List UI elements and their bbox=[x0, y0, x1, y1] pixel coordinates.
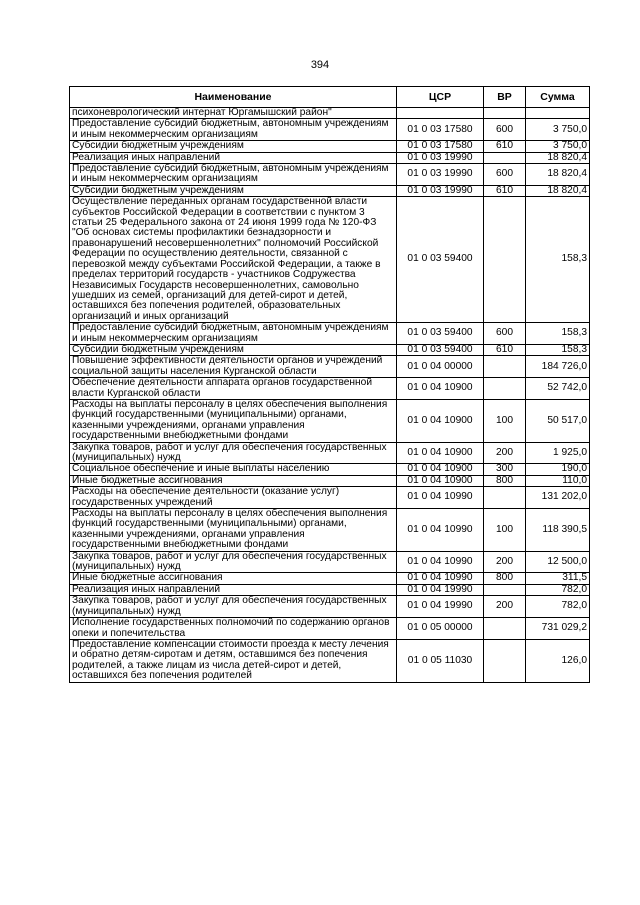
cell-name: Расходы на выплаты персоналу в целях обеспечения выполнения функций государственными (муниципальными) органами, казенными учреждениями, органами управления государственными внебюджетными фондами bbox=[70, 399, 397, 442]
cell-sum: 782,0 bbox=[526, 596, 590, 618]
cell-vr bbox=[484, 152, 526, 163]
cell-vr bbox=[484, 108, 526, 119]
cell-name: Предоставление субсидий бюджетным, автономным учреждениям и иным некоммерческим организациям bbox=[70, 164, 397, 186]
table-row bbox=[70, 573, 590, 584]
table-row bbox=[70, 618, 590, 640]
table-row bbox=[70, 323, 590, 345]
table-row bbox=[70, 509, 590, 552]
cell-sum: 126,0 bbox=[526, 639, 590, 682]
table-row bbox=[70, 197, 590, 323]
cell-sum: 52 742,0 bbox=[526, 378, 590, 400]
cell-sum: 3 750,0 bbox=[526, 119, 590, 141]
cell-vr bbox=[484, 584, 526, 595]
table-row bbox=[70, 399, 590, 442]
cell-vr: 610 bbox=[484, 185, 526, 196]
cell-name: Субсидии бюджетным учреждениям bbox=[70, 141, 397, 152]
cell-vr bbox=[484, 356, 526, 378]
cell-sum: 158,3 bbox=[526, 323, 590, 345]
cell-vr bbox=[484, 197, 526, 323]
cell-csr: 01 0 03 17580 bbox=[397, 119, 484, 141]
cell-vr bbox=[484, 487, 526, 509]
budget-table bbox=[69, 86, 590, 683]
cell-sum: 12 500,0 bbox=[526, 551, 590, 573]
cell-name: Предоставление субсидий бюджетным, автономным учреждениям и иным некоммерческим организациям bbox=[70, 323, 397, 345]
table-row bbox=[70, 164, 590, 186]
table-row bbox=[70, 185, 590, 196]
cell-vr: 200 bbox=[484, 442, 526, 464]
cell-csr: 01 0 04 19990 bbox=[397, 596, 484, 618]
table-row bbox=[70, 596, 590, 618]
cell-name: Предоставление субсидий бюджетным, автономным учреждениям и иным некоммерческим организациям bbox=[70, 119, 397, 141]
cell-vr: 300 bbox=[484, 464, 526, 475]
cell-csr: 01 0 03 17580 bbox=[397, 141, 484, 152]
cell-name: Расходы на обеспечение деятельности (оказание услуг) государственных учреждений bbox=[70, 487, 397, 509]
cell-sum bbox=[526, 108, 590, 119]
cell-name: Реализация иных направлений bbox=[70, 584, 397, 595]
cell-csr: 01 0 04 10900 bbox=[397, 399, 484, 442]
cell-sum: 18 820,4 bbox=[526, 185, 590, 196]
cell-csr: 01 0 04 10900 bbox=[397, 475, 484, 486]
cell-csr: 01 0 05 11030 bbox=[397, 639, 484, 682]
cell-sum: 50 517,0 bbox=[526, 399, 590, 442]
cell-sum: 3 750,0 bbox=[526, 141, 590, 152]
cell-csr: 01 0 03 19990 bbox=[397, 185, 484, 196]
cell-name: Обеспечение деятельности аппарата органов государственной власти Курганской области bbox=[70, 378, 397, 400]
cell-sum: 158,3 bbox=[526, 197, 590, 323]
cell-name: Повышение эффективности деятельности органов и учреждений социальной защиты населения Курганской области bbox=[70, 356, 397, 378]
cell-name: Осуществление переданных органам государственной власти субъектов Российской Федерации в соответствии с пунктом 3 статьи 25 Федерального закона от 24 июня 1999 года № 120-ФЗ "Об основах системы профилактики безнадзорности и правонарушений несовершеннолетних" полномочий Российской Федерации по осуществлению деятельности, связанной с перевозкой между субъектами Российской Федерации, а также в пределах территорий государств - участников Содружества Независимых Государств несовершеннолетних, самовольно ушедших из семей, организаций для детей-сирот и детей, оставшихся без попечения родителей, образовательных организаций и иных организаций bbox=[70, 197, 397, 323]
cell-vr bbox=[484, 639, 526, 682]
cell-csr: 01 0 04 10900 bbox=[397, 442, 484, 464]
cell-name: Закупка товаров, работ и услуг для обеспечения государственных (муниципальных) нужд bbox=[70, 551, 397, 573]
cell-csr: 01 0 03 59400 bbox=[397, 344, 484, 355]
table-row bbox=[70, 442, 590, 464]
cell-csr: 01 0 04 10900 bbox=[397, 464, 484, 475]
cell-name: Реализация иных направлений bbox=[70, 152, 397, 163]
cell-sum: 311,5 bbox=[526, 573, 590, 584]
table-row bbox=[70, 141, 590, 152]
cell-vr: 600 bbox=[484, 323, 526, 345]
table-row bbox=[70, 119, 590, 141]
cell-sum: 190,0 bbox=[526, 464, 590, 475]
cell-vr: 610 bbox=[484, 344, 526, 355]
cell-sum: 731 029,2 bbox=[526, 618, 590, 640]
cell-vr: 600 bbox=[484, 164, 526, 186]
cell-sum: 158,3 bbox=[526, 344, 590, 355]
cell-name: Закупка товаров, работ и услуг для обеспечения государственных (муниципальных) нужд bbox=[70, 442, 397, 464]
table-body bbox=[70, 108, 590, 683]
cell-name: Предоставление компенсации стоимости проезда к месту лечения и обратно детям-сиротам и детям, оставшимся без попечения родителей, а также лицам из числа детей-сирот и детей, оставшихся без попечения родителей bbox=[70, 639, 397, 682]
cell-vr: 200 bbox=[484, 551, 526, 573]
cell-sum: 782,0 bbox=[526, 584, 590, 595]
header-sum: Сумма bbox=[526, 87, 590, 108]
cell-sum: 18 820,4 bbox=[526, 152, 590, 163]
cell-vr bbox=[484, 378, 526, 400]
cell-vr bbox=[484, 618, 526, 640]
cell-csr: 01 0 05 00000 bbox=[397, 618, 484, 640]
cell-csr: 01 0 04 10990 bbox=[397, 573, 484, 584]
cell-csr: 01 0 04 10900 bbox=[397, 378, 484, 400]
table-row bbox=[70, 464, 590, 475]
table-header bbox=[70, 87, 590, 108]
cell-csr: 01 0 04 19990 bbox=[397, 584, 484, 595]
table-row bbox=[70, 378, 590, 400]
cell-vr: 800 bbox=[484, 573, 526, 584]
cell-csr: 01 0 04 10990 bbox=[397, 551, 484, 573]
table-row bbox=[70, 152, 590, 163]
header-vr: ВР bbox=[484, 87, 526, 108]
cell-sum: 1 925,0 bbox=[526, 442, 590, 464]
table-row bbox=[70, 356, 590, 378]
cell-vr: 610 bbox=[484, 141, 526, 152]
table-row bbox=[70, 475, 590, 486]
cell-name: Закупка товаров, работ и услуг для обеспечения государственных (муниципальных) нужд bbox=[70, 596, 397, 618]
cell-csr: 01 0 03 59400 bbox=[397, 323, 484, 345]
table-row bbox=[70, 551, 590, 573]
header-row bbox=[70, 87, 590, 108]
cell-csr: 01 0 03 59400 bbox=[397, 197, 484, 323]
cell-name: психоневрологический интернат Юргамышский район" bbox=[70, 108, 397, 119]
header-csr: ЦСР bbox=[397, 87, 484, 108]
cell-csr: 01 0 04 00000 bbox=[397, 356, 484, 378]
cell-name: Субсидии бюджетным учреждениям bbox=[70, 185, 397, 196]
header-name: Наименование bbox=[70, 87, 397, 108]
cell-name: Социальное обеспечение и иные выплаты населению bbox=[70, 464, 397, 475]
cell-csr: 01 0 04 10990 bbox=[397, 509, 484, 552]
cell-name: Иные бюджетные ассигнования bbox=[70, 475, 397, 486]
table-row bbox=[70, 487, 590, 509]
cell-name: Субсидии бюджетным учреждениям bbox=[70, 344, 397, 355]
cell-vr: 200 bbox=[484, 596, 526, 618]
cell-name: Расходы на выплаты персоналу в целях обеспечения выполнения функций государственными (муниципальными) органами, казенными учреждениями, органами управления государственными внебюджетными фондами bbox=[70, 509, 397, 552]
cell-csr: 01 0 03 19990 bbox=[397, 164, 484, 186]
cell-csr: 01 0 03 19990 bbox=[397, 152, 484, 163]
cell-csr bbox=[397, 108, 484, 119]
cell-csr: 01 0 04 10990 bbox=[397, 487, 484, 509]
cell-sum: 110,0 bbox=[526, 475, 590, 486]
cell-sum: 184 726,0 bbox=[526, 356, 590, 378]
cell-sum: 118 390,5 bbox=[526, 509, 590, 552]
table-row bbox=[70, 639, 590, 682]
cell-name: Иные бюджетные ассигнования bbox=[70, 573, 397, 584]
cell-vr: 100 bbox=[484, 509, 526, 552]
cell-name: Исполнение государственных полномочий по содержанию органов опеки и попечительства bbox=[70, 618, 397, 640]
cell-sum: 131 202,0 bbox=[526, 487, 590, 509]
cell-vr: 600 bbox=[484, 119, 526, 141]
cell-vr: 800 bbox=[484, 475, 526, 486]
page-number: 394 bbox=[310, 59, 330, 71]
cell-sum: 18 820,4 bbox=[526, 164, 590, 186]
cell-vr: 100 bbox=[484, 399, 526, 442]
